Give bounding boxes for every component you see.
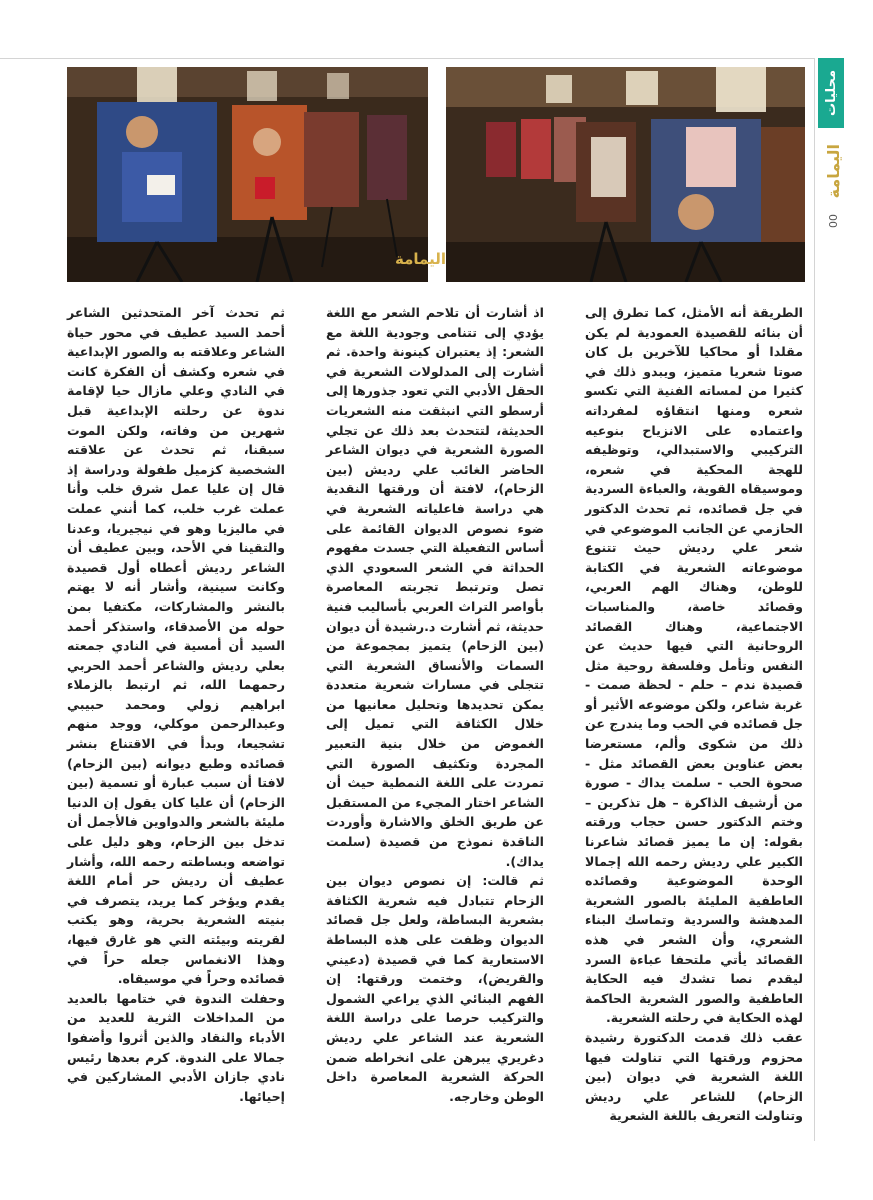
paragraph: ثم قالت: إن نصوص ديوان بين الزحام تتبادل فيه شعرية الكثافة بشعرية البساطة، ولعل جل قصائد الديوان وظفت على هذه البساطة الاستعارية كما في قصيدة (دعيني والقريض)، وختمت ورقتها: إن الفهم البنائي الذي يراعي الشمول والتركيب حرصا على دراسة اللغة الشعرية عند الشاعر علي رديش دغريري يبرهن على انخراطه ضمن الحركة الشعرية المعاصرة داخل الوطن وخارجه. [326,873,544,1104]
section-tab [818,58,844,128]
article-column-right [585,303,803,1126]
exhibition-photo-right [446,67,805,282]
paragraph: وحفلت الندوة في ختامها بالعديد من المداخلات الثرية للعديد من الأدباء والنقاد والذين أثروا وأضفوا جمالا على الندوة. كرم بعدها رئيس نادي جازان الأدبي المشاركين في إحيائها. [67,990,285,1104]
magazine-logo-text: اليمامة [823,143,843,199]
magazine-logo [820,140,846,202]
paragraph: عقب ذلك قدمت الدكتورة رشيدة محزوم ورقتها التي تناولت فيها اللغة الشعرية في ديوان (بين الزحام) للشاعر علي رديش وتناولت التعريف باللغة الشعرية [585,1029,803,1124]
article-column-middle [326,303,544,1106]
page-number: 00 [826,214,840,228]
paragraph: اذ أشارت أن تلاحم الشعر مع اللغة يؤدي إلى تتنامى وجودية اللغة مع الشعر: إذ يعتبران كينونة واحدة. ثم أشارت إلى المدلولات الشعرية في الحقل الأدبي التي تعود جذورها إلى أرسطو التي انبثقت منه الشعريات الحديثة، لتتحدث بعد ذلك عن تجلي الصورة الشعرية في ديوان الشاعر الحاضر الغائب علي رديش (بين الزحام)، لافتة أن ورقتها النقدية هي دراسة فاعلياته الشعرية في ضوء نصوص الديوان القائمة على أساس التفعيلة التي جسدت مفهوم الحداثة في الشعر السعودي الذي تصل وترتبط تجربته المعاصرة بأواصر التراث العربي بأساليب فنية حديثة، ثم أشارت د.رشيدة أن ديوان (بين الزحام) يتميز بمجموعة من السمات والأنساق الشعرية التي تتجلى في مسارات شعرية متعددة يمكن تحديدها وتحليل معانيها من خلال الكثافة التي تميل إلى الغموض من خلال بنية التعبير المجردة وتكثيف الصورة التي تمردت على اللغة النمطية حيث أن الشاعر اختار المجيء من المستقبل عن طريق الخلق والاشارة وأوردت الناقدة نموذج من قصيدة (سلمت يداك). [326,305,544,869]
article-column-left [67,303,285,1106]
paragraph: ثم تحدث آخر المتحدثين الشاعر أحمد السيد عطيف في محور حياة الشاعر وعلاقته به والصور الإبداعية في شعره وكشف أن الفكرة كانت في النادي وعلي مازال حيا لإقامة ندوة عن رحلته الإبداعية قبل شهرين من وفاته، ولكن الموت سبقنا، ثم تحدث عن علاقته الشخصية كزميل طفولة ودراسة إذ قال إن عليا عمل شرق خلب وأنا عملت غرب خلب، كما أنني عملت في ماليزيا وهو في نيجيريا، وعدنا والتقينا في الأحد، وبين عطيف أن الشاعر رديش أعطاه أول قصيدة وكانت سينية، وأشار أنه لا يهتم بالنشر والمشاركات، مكتفيا بمن حوله من الأصدقاء، واستذكر أحمد السيد أن أمسية في النادي جمعته بعلي رديش والشاعر أحمد الحربي رحمهما الله، ثم ارتبط بالزملاء ابراهيم زولي ومحمد حبيبي وعبدالرحمن موكلي، ووجد منهم تشجيعا، وبدأ في الاقتناع بنشر قصائده وطبع ديوانه (بين الزحام) لافتا أن سبب عبارة أو تسمية (بين الزحام) أن عليا كان يقول إن الدنيا مليئة بالشعر والدواوين فالأجمل أن تدخل بين الزحام، وهو دليل على تواضعه وبساطته رحمه الله، وأشار عطيف أن رديش حر أمام اللغة يقدم ويؤخر كما يريد، يتصرف في بنيته الشعرية بحرية، وهو يكتب لقريته وبيئته التي هو غارق فيها، وهذا الانغماس جعله حراً في قصائده وحراً في موسيقاه. [67,305,285,987]
paragraph: الطريقة أنه الأمثل، كما تطرق إلى أن بنائه للقصيدة العمودية لم يكن مقلدا أو محاكيا للآخرين بل كان صوتا شعريا متميز، ويبدو ذلك في كثيرا من لمساته الفنية التي تكسو شعره ومنها انتقاؤه لمفرداته واعتماده على الانزياح بنوعيه التركيبي والاستبدالي، وتوظيفه للهجة المحكية في شعره، وموسيقاه القوية، والعباءة السردية في جل قصائده، ثم تحدث الدكتور الحازمي عن الجانب الموضوعي في شعر علي رديش حيث تتنوع موضوعاته الشعرية في الكتابة للوطن، وهناك الهم العربي، وقصائد خاصة، والمناسبات الاجتماعية، وهناك القصائد الروحانية التي فيها حديث عن النفس وتأمل وفلسفة روحية مثل قصيدة ندم – حلم - لحظة صمت - غربة شاعر، ولكن موضوعه الأثير أو جل قصائده في الحب وما يندرج عن ذلك من شكوى وألم، مستعرضا بعض عناوين بعض القصائد مثل - صحوة الحب - سلمت يداك - صورة من أرشيف الذاكرة – هل تذكرين – وختم الدكتور حسن حجاب ورقته بقوله: إن ما يميز قصائد شاعرنا الكبير علي رديش رحمه الله إجمالا الوحدة الموضوعية وقصائده العاطفية المليئة بالصور الشعرية المدهشة والسردية وتماسك البناء الشعري، وأن الشعر في هذه القصائد يأتي ملتحفا عباءة السرد ليقدم نصا تشدك فيه الحكاية العاطفية والصور الشعرية الحاكمة لهذه الحكاية في رحلته الشعرية. [585,305,803,1026]
section-label: محليات [823,70,839,116]
exhibition-photo-left [67,67,428,282]
photo-watermark: اليمامة [395,250,446,268]
